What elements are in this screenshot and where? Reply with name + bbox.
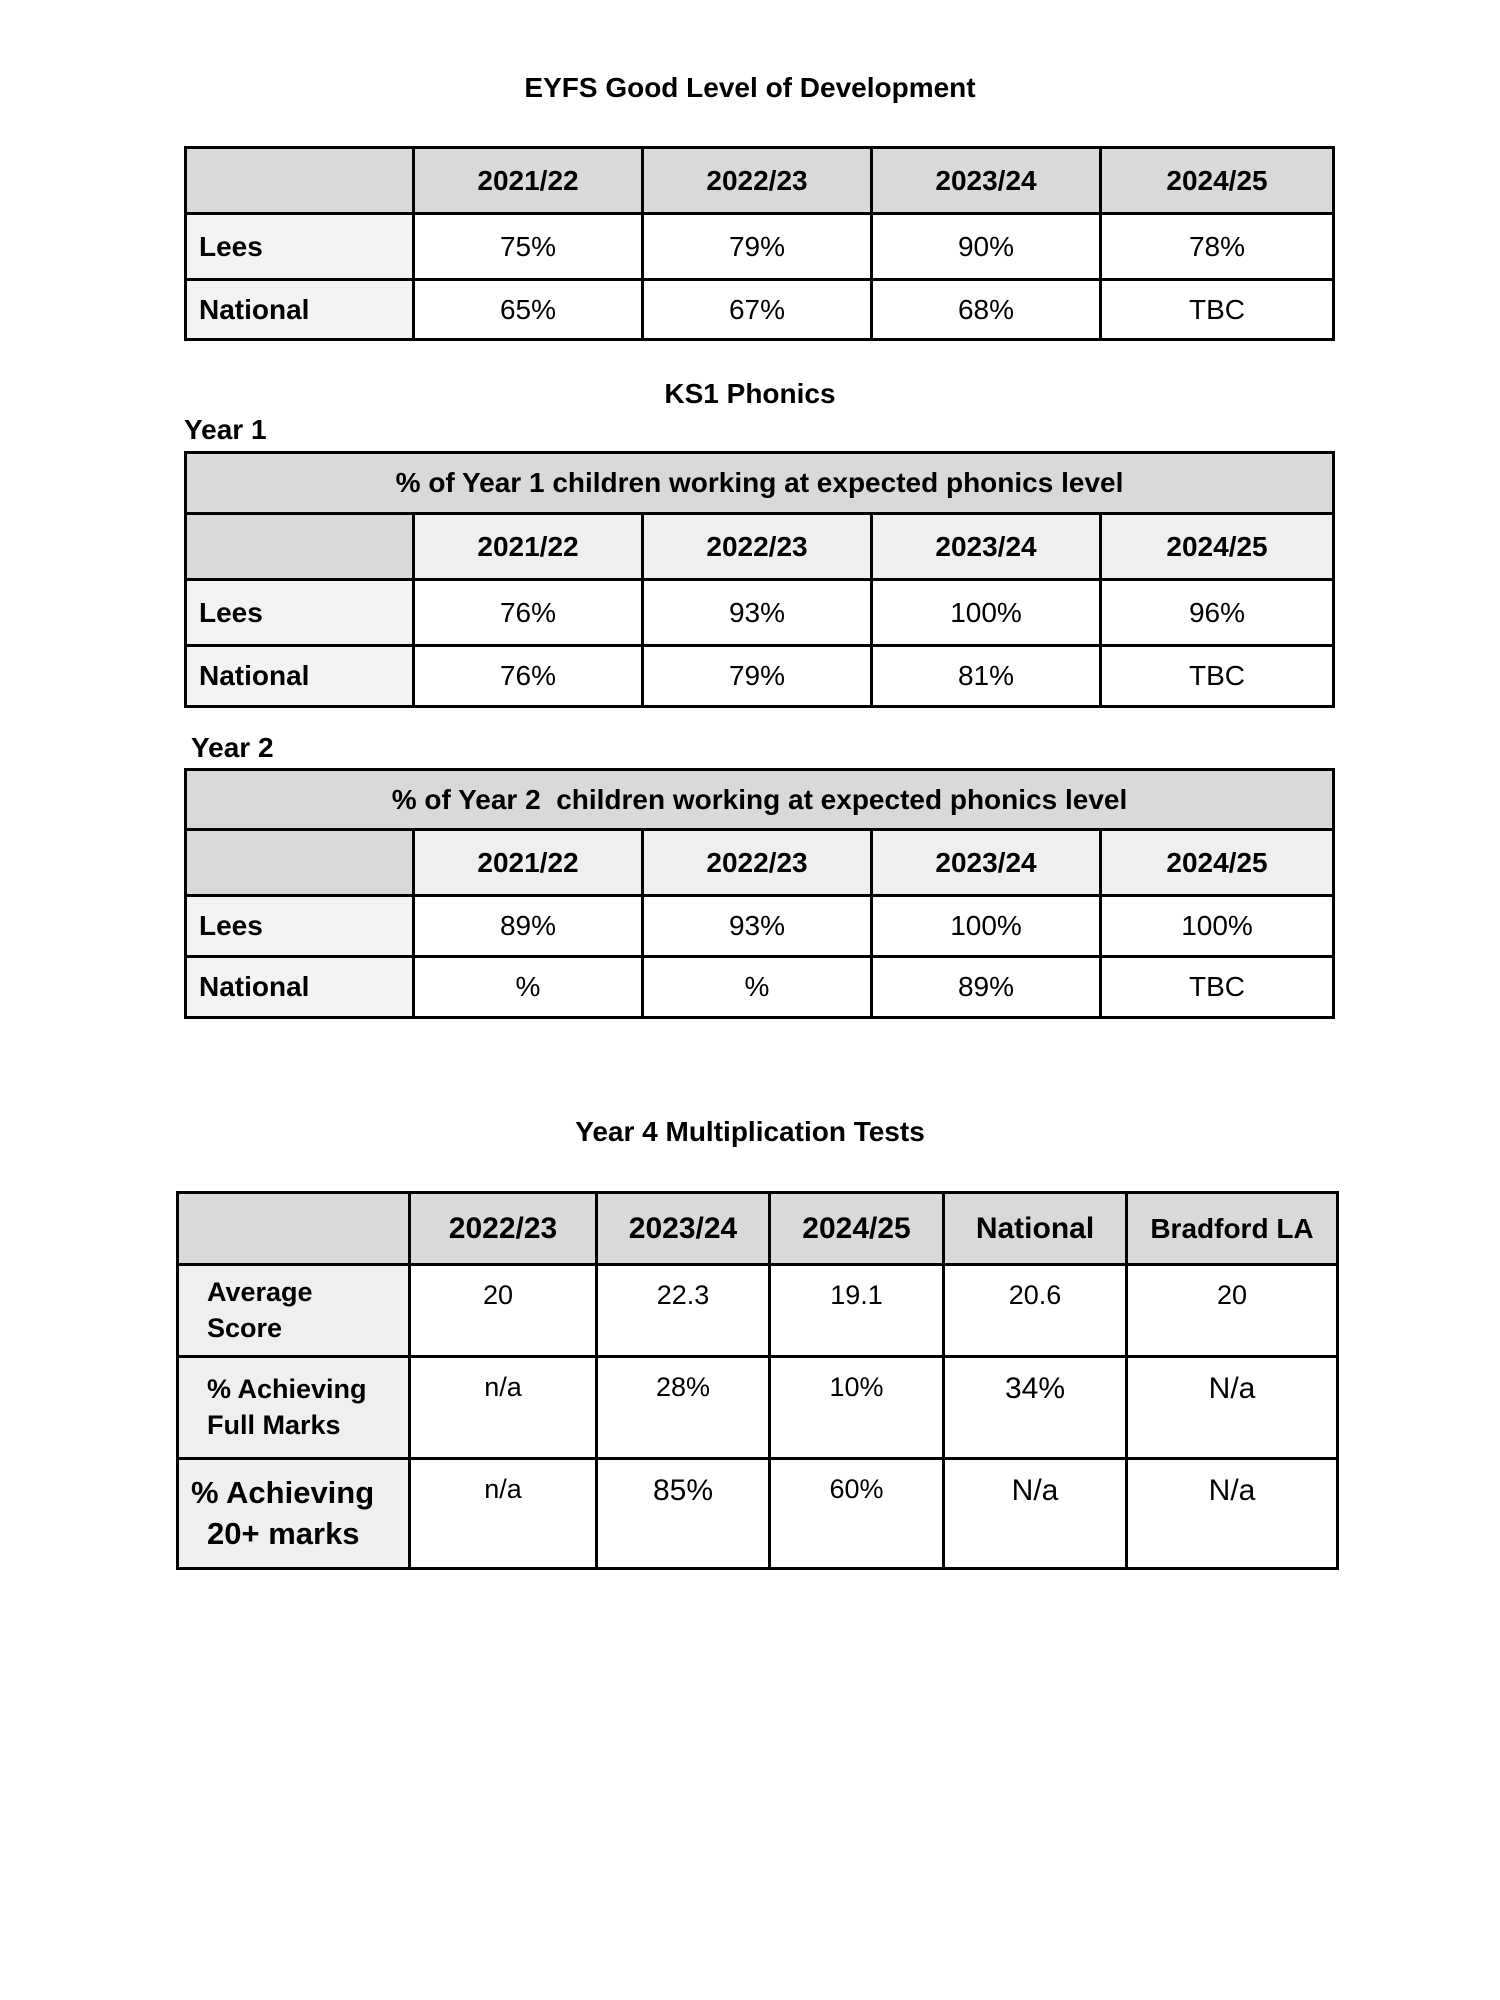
row-label: Lees (186, 580, 414, 646)
table-row (178, 1459, 1338, 1569)
column-header: 2022/23 (410, 1193, 597, 1265)
table-cell: 75% (414, 214, 643, 280)
column-header: 2022/23 (643, 514, 872, 580)
table-row (178, 1265, 1338, 1357)
table-cell: N/a (1127, 1459, 1338, 1569)
multiplication-title: Year 4 Multiplication Tests (575, 1116, 925, 1147)
row-label-line: % Achieving (207, 1374, 367, 1405)
table-cell: 67% (643, 280, 872, 340)
table-cell: 20 (1127, 1265, 1338, 1357)
row-label-line: Full Marks (207, 1409, 341, 1440)
table-cell: 89% (414, 896, 643, 957)
table-cell: 79% (643, 646, 872, 707)
table-row (186, 896, 1334, 957)
table-cell: 93% (643, 580, 872, 646)
table-cell: 22.3 (597, 1265, 770, 1357)
table-cell: TBC (1101, 957, 1334, 1018)
table-cell: 90% (872, 214, 1101, 280)
row-label: Lees (186, 896, 414, 957)
column-header: 2024/25 (1101, 514, 1334, 580)
table-row (186, 580, 1334, 646)
corner-cell (178, 1193, 410, 1265)
title-row (186, 453, 1334, 514)
corner-cell (186, 514, 414, 580)
table-row (178, 1357, 1338, 1459)
table-cell: 100% (872, 580, 1101, 646)
table-cell: N/a (1127, 1357, 1338, 1459)
column-header: 2021/22 (414, 514, 643, 580)
year2-label: Year 2 (191, 732, 274, 763)
column-header: 2024/25 (1101, 830, 1334, 896)
table-row (186, 280, 1334, 340)
column-header: 2023/24 (872, 830, 1101, 896)
table-cell: 96% (1101, 580, 1334, 646)
header-row (178, 1193, 1338, 1265)
year1-phonics-table (184, 451, 1335, 708)
table-cell: 20.6 (944, 1265, 1127, 1357)
header-row (186, 514, 1334, 580)
table-cell: 60% (770, 1459, 944, 1569)
header-row (186, 830, 1334, 896)
table-cell: 19.1 (770, 1265, 944, 1357)
table-cell: 65% (414, 280, 643, 340)
table-cell: 76% (414, 646, 643, 707)
table-cell: 76% (414, 580, 643, 646)
table-cell: 10% (770, 1357, 944, 1459)
table-cell: 34% (944, 1357, 1127, 1459)
column-header: National (944, 1193, 1127, 1265)
table-cell: 93% (643, 896, 872, 957)
table-title: % of Year 1 children working at expected phonics level (186, 453, 1334, 514)
table-title: % of Year 2 children working at expected phonics level (186, 770, 1334, 830)
corner-cell (186, 148, 414, 214)
table-cell: TBC (1101, 646, 1334, 707)
table-cell: 89% (872, 957, 1101, 1018)
table-cell: 100% (1101, 896, 1334, 957)
title-row (186, 770, 1334, 830)
phonics-title: KS1 Phonics (664, 378, 836, 409)
eyfs-table (184, 146, 1335, 341)
table-cell: N/a (944, 1459, 1127, 1569)
table-cell: 78% (1101, 214, 1334, 280)
row-label-line: Score (207, 1312, 283, 1343)
table-row (186, 214, 1334, 280)
table-cell: % (414, 957, 643, 1018)
column-header: 2023/24 (872, 514, 1101, 580)
year2-phonics-table (184, 768, 1335, 1019)
year1-label: Year 1 (184, 414, 267, 445)
table-cell: 100% (872, 896, 1101, 957)
column-header: 2023/24 (872, 148, 1101, 214)
eyfs-title: EYFS Good Level of Development (524, 72, 976, 103)
table-cell: 81% (872, 646, 1101, 707)
table-row (186, 957, 1334, 1018)
column-header: 2023/24 (597, 1193, 770, 1265)
table-cell: 20 (410, 1265, 597, 1357)
row-label (178, 1265, 410, 1357)
row-label: Lees (186, 214, 414, 280)
multiplication-table (176, 1191, 1339, 1570)
header-row (186, 148, 1334, 214)
table-cell: 28% (597, 1357, 770, 1459)
row-label: National (186, 646, 414, 707)
row-label (178, 1459, 410, 1569)
table-cell: TBC (1101, 280, 1334, 340)
column-header: 2024/25 (1101, 148, 1334, 214)
table-cell: 85% (597, 1459, 770, 1569)
row-label: National (186, 280, 414, 340)
table-cell: n/a (410, 1357, 597, 1459)
column-header: 2021/22 (414, 148, 643, 214)
row-label-line: % Achieving (191, 1475, 375, 1511)
column-header: 2024/25 (770, 1193, 944, 1265)
column-header: 2022/23 (643, 830, 872, 896)
column-header: 2022/23 (643, 148, 872, 214)
column-header: Bradford LA (1127, 1193, 1338, 1265)
row-label-line: Average (207, 1277, 313, 1308)
table-cell: 68% (872, 280, 1101, 340)
row-label (178, 1357, 410, 1459)
row-label-line: 20+ marks (207, 1515, 360, 1551)
table-cell: % (643, 957, 872, 1018)
table-row (186, 646, 1334, 707)
corner-cell (186, 830, 414, 896)
column-header: 2021/22 (414, 830, 643, 896)
table-cell: 79% (643, 214, 872, 280)
table-cell: n/a (410, 1459, 597, 1569)
row-label: National (186, 957, 414, 1018)
